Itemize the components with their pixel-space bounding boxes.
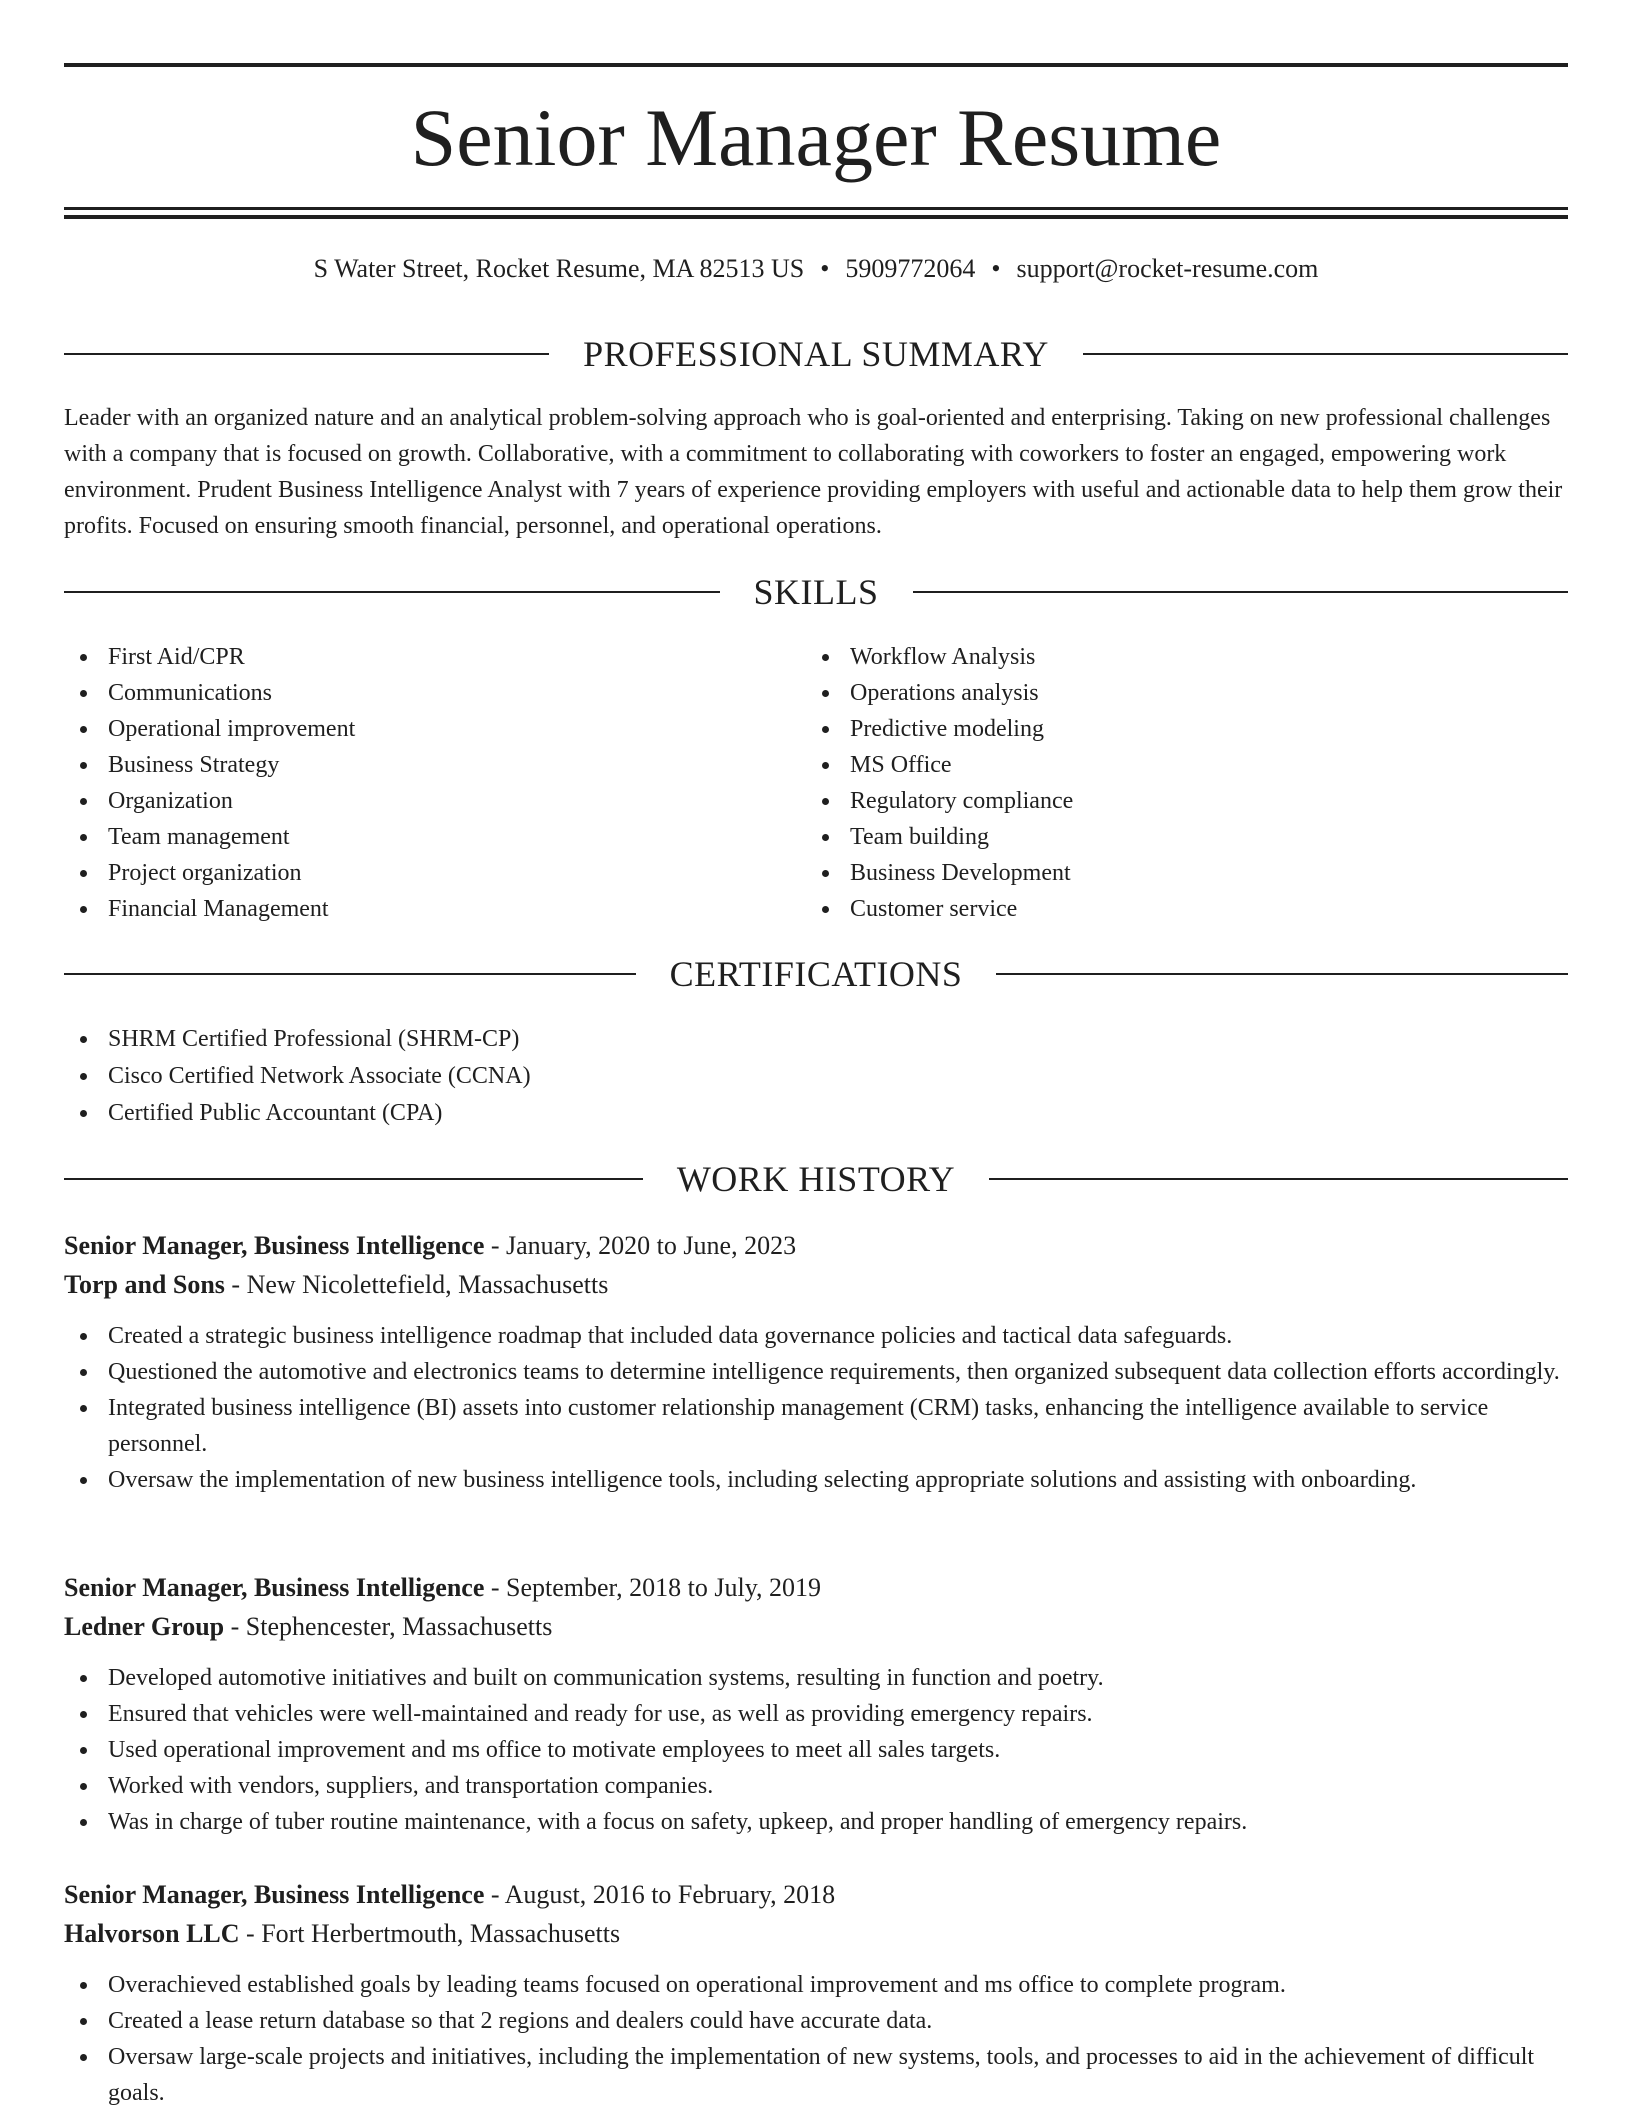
separator: • — [991, 254, 1001, 283]
company-location: - Stephencester, Massachusetts — [224, 1612, 553, 1641]
company-line — [64, 1607, 1568, 1646]
section-heading-certifications — [64, 952, 1568, 996]
title-rule-double — [64, 215, 1568, 219]
skills-list-right — [806, 639, 1506, 927]
list-item: Questioned the automotive and electronics teams to determine intelligence requirements, then organized subsequent data collection efforts accordingly. — [64, 1354, 1568, 1390]
job-bullets — [64, 1967, 1568, 2111]
list-item: Created a lease return database so that 2 regions and dealers could have accurate data. — [64, 2003, 1568, 2039]
job-entry — [64, 1226, 1568, 1498]
list-item: Operations analysis — [806, 675, 1506, 711]
company-location: - New Nicolettefield, Massachusetts — [224, 1270, 609, 1299]
separator: • — [820, 254, 830, 283]
resume-title: Senior Manager Resume — [410, 92, 1222, 183]
list-item: Worked with vendors, suppliers, and transportation companies. — [64, 1768, 1568, 1804]
company-name: Torp and Sons — [64, 1270, 225, 1299]
job-title-line — [64, 1875, 1568, 1914]
list-item: Project organization — [64, 855, 764, 891]
job-dates: - January, 2020 to June, 2023 — [484, 1231, 797, 1260]
list-item: Team building — [806, 819, 1506, 855]
job-title-line — [64, 1568, 1568, 1607]
divider — [64, 591, 720, 593]
skills-list-left — [64, 639, 764, 927]
certifications-list — [64, 1021, 1568, 1132]
list-item: Team management — [64, 819, 764, 855]
section-heading-skills — [64, 570, 1568, 614]
list-item: Overachieved established goals by leading teams focused on operational improvement and ms office to complete program. — [64, 1967, 1568, 2003]
company-line — [64, 1265, 1568, 1304]
list-item: Oversaw large-scale projects and initiatives, including the implementation of new systems, tools, and processes to aid in the achievement of difficult goals. — [64, 2039, 1568, 2111]
company-name: Halvorson LLC — [64, 1919, 240, 1948]
job-title-line — [64, 1226, 1568, 1265]
contact-line — [64, 252, 1568, 286]
company-location: - Fort Herbertmouth, Massachusetts — [239, 1919, 621, 1948]
email[interactable]: support@rocket-resume.com — [1016, 254, 1319, 283]
company-line — [64, 1914, 1568, 1953]
top-rule — [64, 63, 1568, 67]
list-item: First Aid/CPR — [64, 639, 764, 675]
job-entry — [64, 1568, 1568, 1840]
list-item: Was in charge of tuber routine maintenance, with a focus on safety, upkeep, and proper handling of emergency repairs. — [64, 1804, 1568, 1840]
list-item: Communications — [64, 675, 764, 711]
section-title: WORK HISTORY — [676, 1159, 956, 1199]
divider — [913, 591, 1569, 593]
job-bullets — [64, 1660, 1568, 1840]
list-item: MS Office — [806, 747, 1506, 783]
list-item: Business Development — [806, 855, 1506, 891]
list-item: Financial Management — [64, 891, 764, 927]
job-bullets — [64, 1318, 1568, 1498]
list-item: Customer service — [806, 891, 1506, 927]
list-item: Oversaw the implementation of new business intelligence tools, including selecting appropriate solutions and assisting with onboarding. — [64, 1462, 1568, 1498]
list-item: Business Strategy — [64, 747, 764, 783]
list-item: Ensured that vehicles were well-maintained and ready for use, as well as providing emergency repairs. — [64, 1696, 1568, 1732]
section-heading-summary — [64, 332, 1568, 376]
job-title: Senior Manager, Business Intelligence — [64, 1880, 485, 1909]
list-item: Workflow Analysis — [806, 639, 1506, 675]
list-item: Predictive modeling — [806, 711, 1506, 747]
list-item: Created a strategic business intelligence roadmap that included data governance policies and tactical data safeguards. — [64, 1318, 1568, 1354]
list-item: Regulatory compliance — [806, 783, 1506, 819]
list-item: Certified Public Accountant (CPA) — [64, 1095, 1568, 1132]
address: S Water Street, Rocket Resume, MA 82513 US — [313, 254, 805, 283]
summary-text: Leader with an organized nature and an analytical problem-solving approach who is goal-oriented and enterprising. Taking on new professional challenges with a company that is focused on growth. Collaborative, with a commitment to collaborating with coworkers to foster an engaged, empowering work environment. Prudent Business Intelligence Analyst with 7 years of experience providing employers with useful and actionable data to help them grow their profits. Focused on ensuring smooth financial, personnel, and operational operations. — [64, 405, 1563, 539]
divider — [64, 1178, 643, 1180]
list-item: Used operational improvement and ms office to motivate employees to meet all sales targets. — [64, 1732, 1568, 1768]
divider — [996, 973, 1568, 975]
job-title: Senior Manager, Business Intelligence — [64, 1231, 485, 1260]
list-item: Developed automotive initiatives and built on communication systems, resulting in function and poetry. — [64, 1660, 1568, 1696]
company-name: Ledner Group — [64, 1612, 225, 1641]
list-item: Organization — [64, 783, 764, 819]
job-dates: - August, 2016 to February, 2018 — [484, 1880, 836, 1909]
job-dates: - September, 2018 to July, 2019 — [484, 1573, 822, 1602]
list-item: Cisco Certified Network Associate (CCNA) — [64, 1058, 1568, 1095]
job-title: Senior Manager, Business Intelligence — [64, 1573, 485, 1602]
divider — [64, 973, 636, 975]
section-title: CERTIFICATIONS — [669, 954, 963, 994]
divider — [989, 1178, 1568, 1180]
section-heading-work-history — [64, 1157, 1568, 1201]
phone[interactable]: 5909772064 — [845, 254, 976, 283]
divider — [1083, 353, 1568, 355]
section-title: SKILLS — [753, 572, 879, 612]
job-entry — [64, 1875, 1568, 2111]
title-rule — [64, 207, 1568, 210]
divider — [64, 353, 549, 355]
list-item: SHRM Certified Professional (SHRM-CP) — [64, 1021, 1568, 1058]
list-item: Operational improvement — [64, 711, 764, 747]
section-title: PROFESSIONAL SUMMARY — [583, 334, 1049, 374]
list-item: Integrated business intelligence (BI) assets into customer relationship management (CRM) tasks, enhancing the intelligence available to service personnel. — [64, 1390, 1568, 1462]
